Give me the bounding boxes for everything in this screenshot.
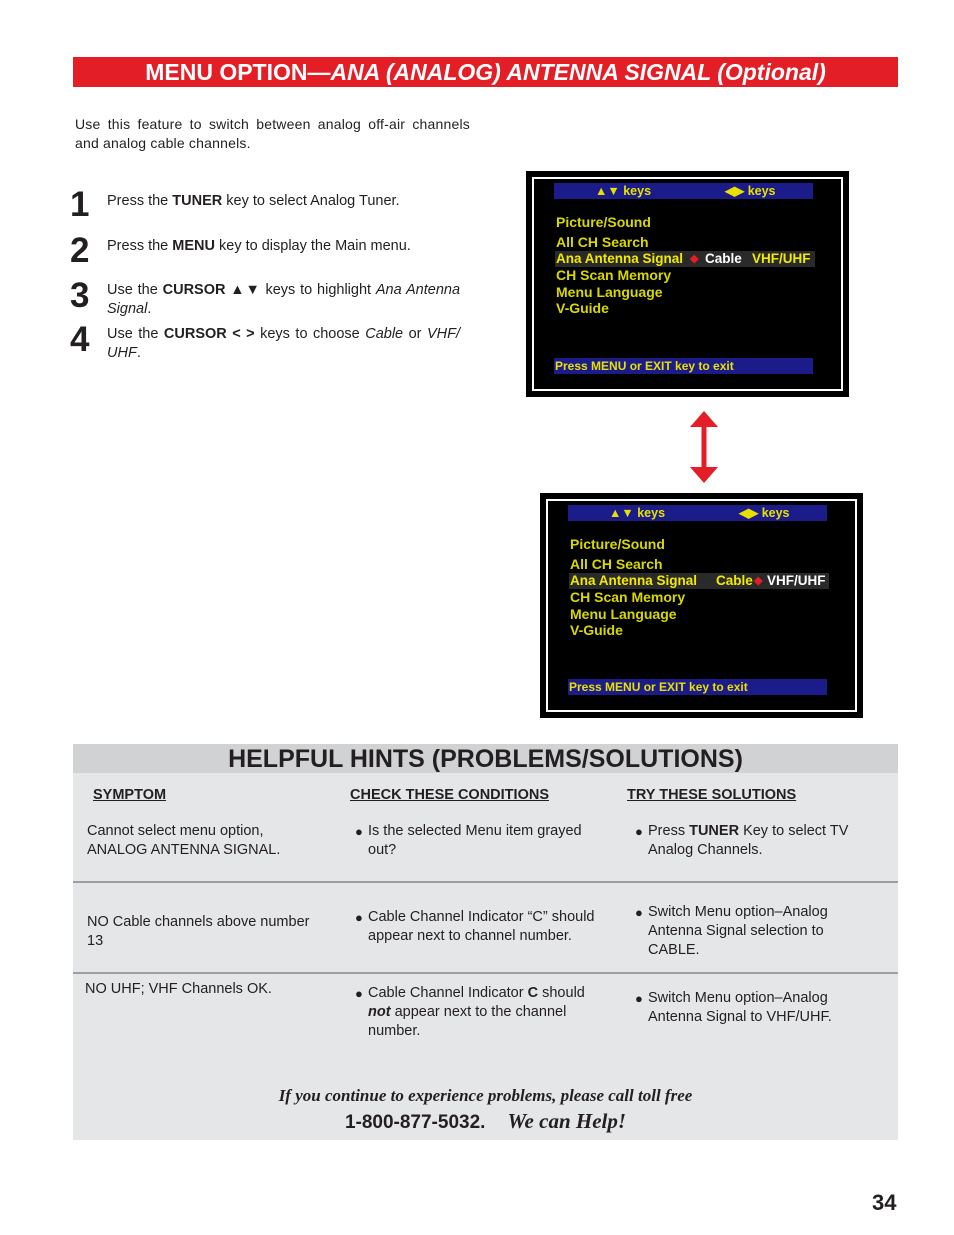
hints-heading: HELPFUL HINTS (PROBLEMS/SOLUTIONS)	[73, 744, 898, 773]
exit-bar: Press MENU or EXIT key to exit	[554, 358, 813, 374]
keys-bar: ▲▼ keys ◀▶ keys	[568, 505, 827, 521]
row-divider	[73, 972, 898, 974]
step-number: 4	[70, 320, 90, 359]
bullet-icon: ●	[635, 824, 643, 839]
try-cell: Press TUNER Key to select TV Analog Channels.	[648, 823, 849, 858]
menu-item-picture-sound: Picture/Sound	[570, 536, 665, 552]
step-number: 3	[70, 276, 90, 315]
col-try: TRY THESE SOLUTIONS	[627, 787, 797, 803]
bullet-icon: ●	[355, 910, 363, 925]
menu-item-menu-language: Menu Language	[570, 606, 677, 622]
menu-item-v-guide: V-Guide	[556, 300, 609, 316]
step-number: 1	[70, 185, 90, 224]
check-cell: Is the selected Menu item grayed out?	[368, 823, 582, 858]
step-text: Press the MENU key to display the Main menu.	[107, 238, 411, 254]
bullet-icon: ●	[355, 986, 363, 1001]
symptom-cell: Cannot select menu option, ANALOG ANTENNA SIGNAL.	[87, 823, 281, 858]
menu-item-ch-scan-memory: CH Scan Memory	[556, 267, 672, 283]
step-text: Use the CURSOR ▲▼ keys to highlight Ana Antenna Signal.	[107, 282, 461, 317]
symptom-cell: NO Cable channels above number 13	[87, 914, 310, 949]
menu-item-ana-antenna-signal: Ana Antenna Signal ◆ Cable VHF/UHF	[555, 251, 815, 267]
menu-item-v-guide: V-Guide	[570, 622, 623, 638]
col-check: CHECK THESE CONDITIONS	[350, 787, 549, 803]
row-divider	[73, 881, 898, 883]
step-text: Press the TUNER key to select Analog Tuner.	[107, 193, 400, 209]
bullet-icon: ●	[355, 824, 363, 839]
step-text: Use the CURSOR < > keys to choose Cable or VHF/ UHF.	[107, 326, 460, 361]
check-cell: Cable Channel Indicator C should not appear next to the channel number.	[368, 985, 585, 1039]
tv-menu-screen-cable	[526, 171, 849, 397]
red-arrow-icon: ◆	[690, 253, 699, 265]
keys-bar: ▲▼ keys ◀▶ keys	[554, 183, 813, 199]
check-cell: Cable Channel Indicator “C” should appear next to channel number.	[368, 909, 595, 944]
col-symptom: SYMPTOM	[93, 787, 167, 803]
bullet-icon: ●	[635, 905, 643, 920]
menu-item-ana-antenna-signal: Ana Antenna Signal Cable ◆ VHF/UHF	[569, 573, 829, 589]
phone-number: 1-800-877-5032.	[344, 1112, 486, 1133]
step-number: 2	[70, 231, 90, 270]
symptom-cell: NO UHF; VHF Channels OK.	[85, 981, 272, 997]
exit-bar: Press MENU or EXIT key to exit	[568, 679, 827, 695]
page-number: 34	[872, 1190, 897, 1215]
try-cell: Switch Menu option–Analog Antenna Signal to VHF/UHF.	[648, 990, 832, 1025]
menu-item-picture-sound: Picture/Sound	[556, 214, 651, 230]
menu-item-menu-language: Menu Language	[556, 284, 663, 300]
bullet-icon: ●	[635, 991, 643, 1006]
menu-item-all-ch-search: All CH Search	[570, 556, 663, 572]
menu-item-all-ch-search: All CH Search	[556, 234, 649, 250]
help-text: We can Help!	[507, 1109, 627, 1133]
footer-contact	[73, 1109, 898, 1134]
try-cell: Switch Menu option–Analog Antenna Signal selection to CABLE.	[648, 904, 828, 958]
intro-text: Use this feature to switch between analog off-air channels and analog cable channels.	[75, 116, 470, 151]
page-title	[73, 57, 898, 87]
title-italic: ANA (ANALOG) ANTENNA SIGNAL (Optional)	[330, 59, 826, 85]
red-arrow-icon: ◆	[754, 575, 763, 587]
title-prefix: MENU OPTION—	[145, 59, 331, 85]
tv-menu-screen-vhf	[540, 493, 863, 718]
helpful-hints-panel	[73, 744, 898, 1140]
menu-item-ch-scan-memory: CH Scan Memory	[570, 589, 686, 605]
double-arrow-icon	[686, 411, 722, 483]
footer-text: If you continue to experience problems, please call toll free	[278, 1086, 693, 1105]
